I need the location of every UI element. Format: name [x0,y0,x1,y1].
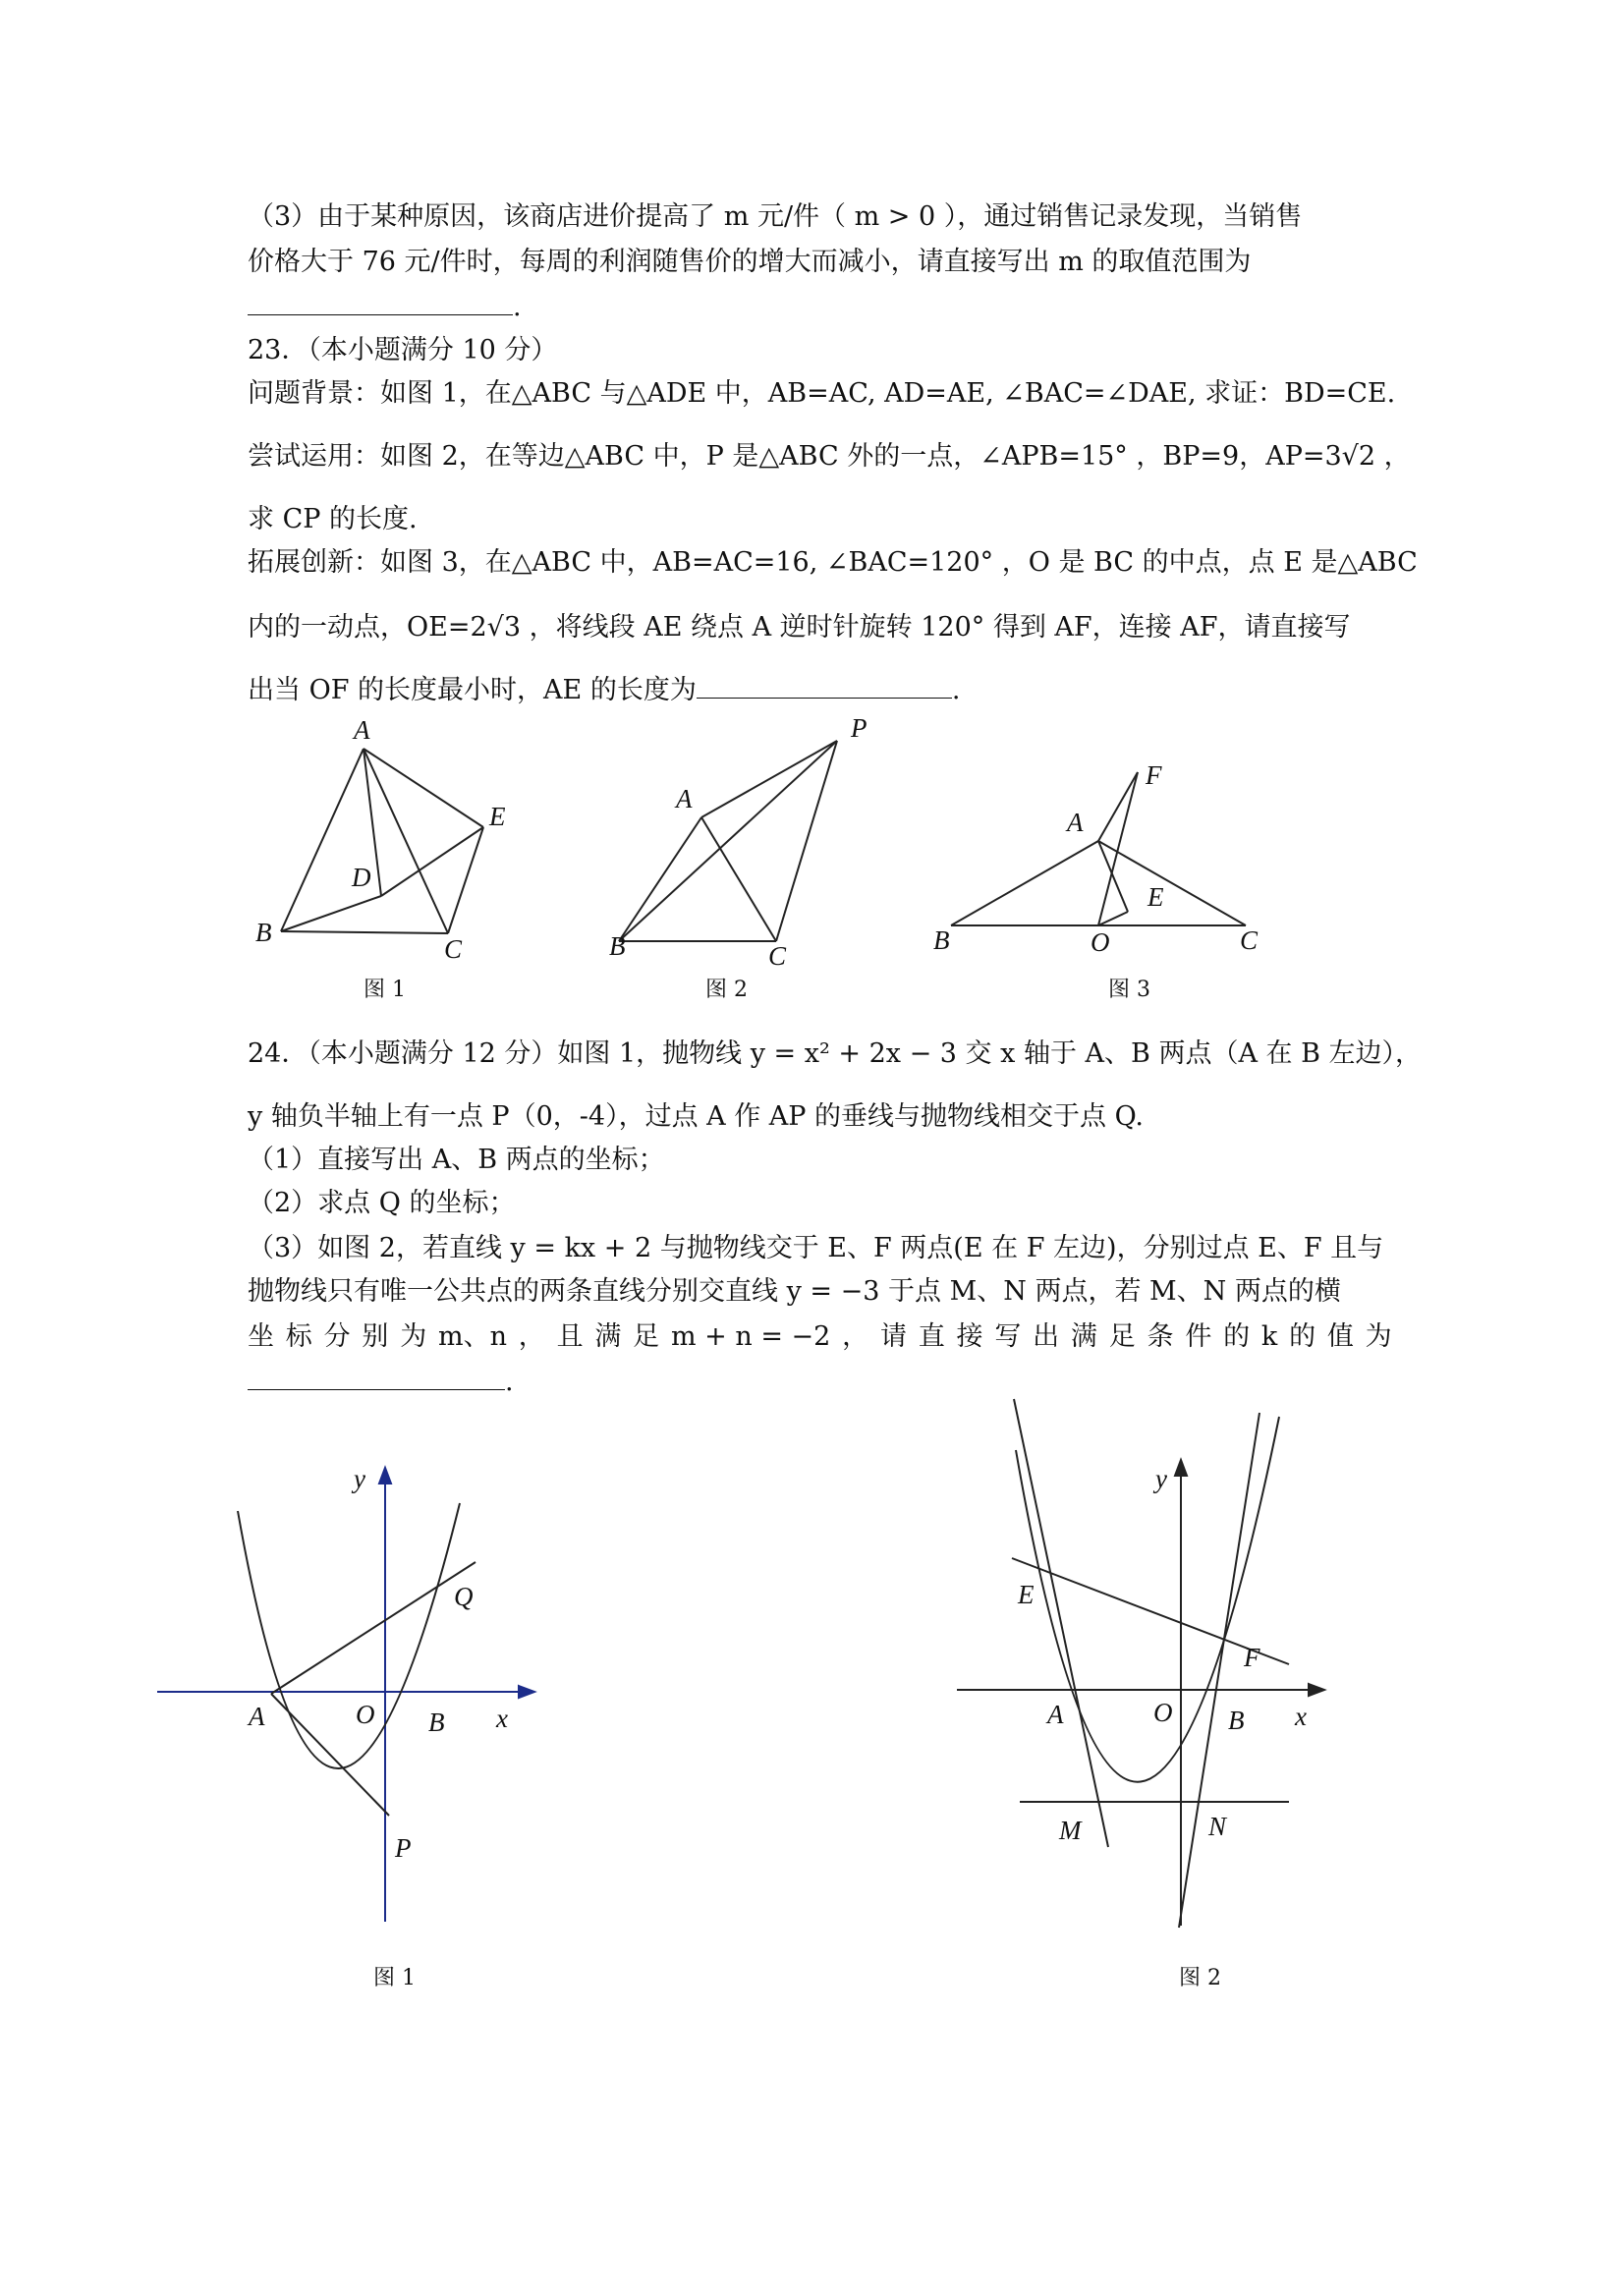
q22-end-period: . [513,292,522,322]
q24-part3-line3 [248,1320,1392,1354]
label-C: C [768,941,787,971]
q24-part1: （1）直接写出 A、B 两点的坐标； [248,1145,665,1175]
q23-figure-1 [246,715,531,964]
label-B: B [255,918,272,947]
answer-blank[interactable] [248,293,513,315]
q23-background: 问题背景：如图 1，在△ABC 与△ADE 中，AB=AC, AD=AE, ∠BAC=∠DAE, 求证：BD=CE. [248,378,1396,409]
q23-extend-line1: 拓展创新：如图 3，在△ABC 中，AB=AC=16, ∠BAC=120° ，O 是 BC 的中点，点 E 是△ABC [248,547,1418,578]
q23-end-period: . [951,675,961,705]
q24-part3-line3-seg: 别 [362,1321,389,1352]
q24-part3-line3-seg: 值 [1326,1321,1354,1352]
q24-graph1-caption: 图 1 [373,1966,416,1990]
label-A: A [249,1702,265,1731]
q23-figure-3 [933,756,1267,957]
q24-part3-line1: （3）如图 2，若直线 y = kx + 2 与抛物线交于 E、F 两点(E 在 F 左边)，分别过点 E、F 且与 [248,1233,1384,1263]
label-C: C [444,934,463,964]
q24-part3-line3-seg: m + n = −2 [670,1321,831,1352]
q24-graph2-caption: 图 2 [1179,1966,1221,1990]
answer-blank[interactable] [248,1368,505,1390]
label-N: N [1208,1812,1227,1841]
label-A: A [1067,808,1084,837]
q24-part3-line3-seg: 为 [1365,1321,1392,1352]
label-P: P [851,713,867,743]
label-B: B [609,931,626,961]
label-Q: Q [454,1582,474,1611]
q24-end-period: . [505,1367,514,1397]
q24-part3-line2: 抛物线只有唯一公共点的两条直线分别交直线 y = −3 于点 M、N 两点，若 M、N 两点的横 [248,1276,1341,1307]
label-P: P [395,1833,412,1863]
q23-apply-line1: 尝试运用：如图 2，在等边△ABC 中，P 是△ABC 外的一点，∠APB=15° ，BP=9，AP=3√2 ， [248,441,1411,472]
label-A: A [354,715,370,745]
q24-part3-line3-seg: 足 [1108,1321,1136,1352]
q24-part3-line3-seg: 接 [956,1321,983,1352]
q24-part3-line3-seg: 出 [1033,1321,1060,1352]
q22-part3-line2: 价格大于 76 元/件时，每周的利润随售价的增大而减小，请直接写出 m 的取值范围为 [248,247,1252,277]
q23-fig3-caption: 图 3 [1108,978,1150,1002]
label-F: F [1244,1643,1260,1672]
label-E: E [1147,882,1164,912]
q24-part3-line3-seg: 标 [285,1321,312,1352]
q23-extend-line3-text: 出当 OF 的长度最小时，AE 的长度为 [248,675,697,705]
q24-part3-line3-seg: 请 [879,1321,907,1352]
q24-part3-line3-seg: k [1260,1321,1278,1352]
label-O: O [1091,927,1110,957]
answer-blank[interactable] [697,676,952,699]
label-O: O [1153,1698,1173,1727]
q24-part3-line3-seg: ， [518,1321,545,1352]
label-A: A [1047,1700,1064,1729]
q23-extend-line2: 内的一动点，OE=2√3 ，将线段 AE 绕点 A 逆时针旋转 120° 得到 AF，连接 AF，请直接写 [248,612,1351,643]
q22-part3-line1: （3）由于某种原因，该商店进价提高了 m 元/件（ m > 0 ），通过销售记录发现，当销售 [248,201,1303,232]
q24-part3-line3-seg: 分 [323,1321,351,1352]
label-x: x [1295,1702,1307,1731]
label-x: x [496,1704,508,1733]
q24-part3-line3-seg: 为 [400,1321,427,1352]
q23-extend-line3 [248,674,1392,707]
q24-line2: y 轴负半轴上有一点 P（0，-4），过点 A 作 AP 的垂线与抛物线相交于点 Q. [248,1101,1145,1132]
q22-answer-line [248,291,1392,324]
q24-part3-line3-seg: m、n [437,1321,507,1352]
q24-part3-line3-seg: 直 [918,1321,945,1352]
label-B: B [428,1708,445,1737]
q23-fig2-caption: 图 2 [705,978,748,1002]
q23-figure-2 [599,707,884,971]
label-B: B [933,925,950,955]
q24-part2: （2）求点 Q 的坐标； [248,1188,516,1218]
label-O: O [356,1700,375,1729]
label-F: F [1146,760,1162,790]
q23-header: 23．（本小题满分 10 分） [248,335,558,365]
q24-part3-line3-seg: 足 [633,1321,660,1352]
q24-part3-line3-seg: ， [842,1321,869,1352]
q24-part3-line3-seg: 的 [1289,1321,1316,1352]
q24-part3-line3-seg: 且 [556,1321,584,1352]
q24-graph-2 [943,1385,1336,1935]
label-M: M [1059,1816,1082,1845]
q24-part3-line3-seg: 写 [994,1321,1022,1352]
q24-part3-line3-seg: 的 [1223,1321,1251,1352]
label-D: D [352,863,371,892]
q24-part3-line3-seg: 满 [594,1321,622,1352]
q23-fig1-caption: 图 1 [364,978,406,1002]
label-B: B [1228,1706,1245,1735]
q24-line1: 24．（本小题满分 12 分）如图 1，抛物线 y = x² + 2x − 3 交 x 轴于 A、B 两点（A 在 B 左边）， [248,1038,1423,1069]
label-y: y [1155,1464,1167,1493]
label-C: C [1240,925,1259,955]
q23-apply-line2: 求 CP 的长度. [248,504,418,534]
q24-graph-1 [147,1454,540,1945]
label-E: E [489,802,506,831]
label-y: y [354,1464,365,1493]
q24-part3-line3-seg: 坐 [248,1321,274,1352]
label-A: A [676,784,693,813]
q24-part3-line3-seg: 件 [1185,1321,1212,1352]
q24-part3-line3-seg: 满 [1070,1321,1097,1352]
q24-part3-line3-seg: 条 [1147,1321,1174,1352]
label-E: E [1018,1580,1035,1609]
